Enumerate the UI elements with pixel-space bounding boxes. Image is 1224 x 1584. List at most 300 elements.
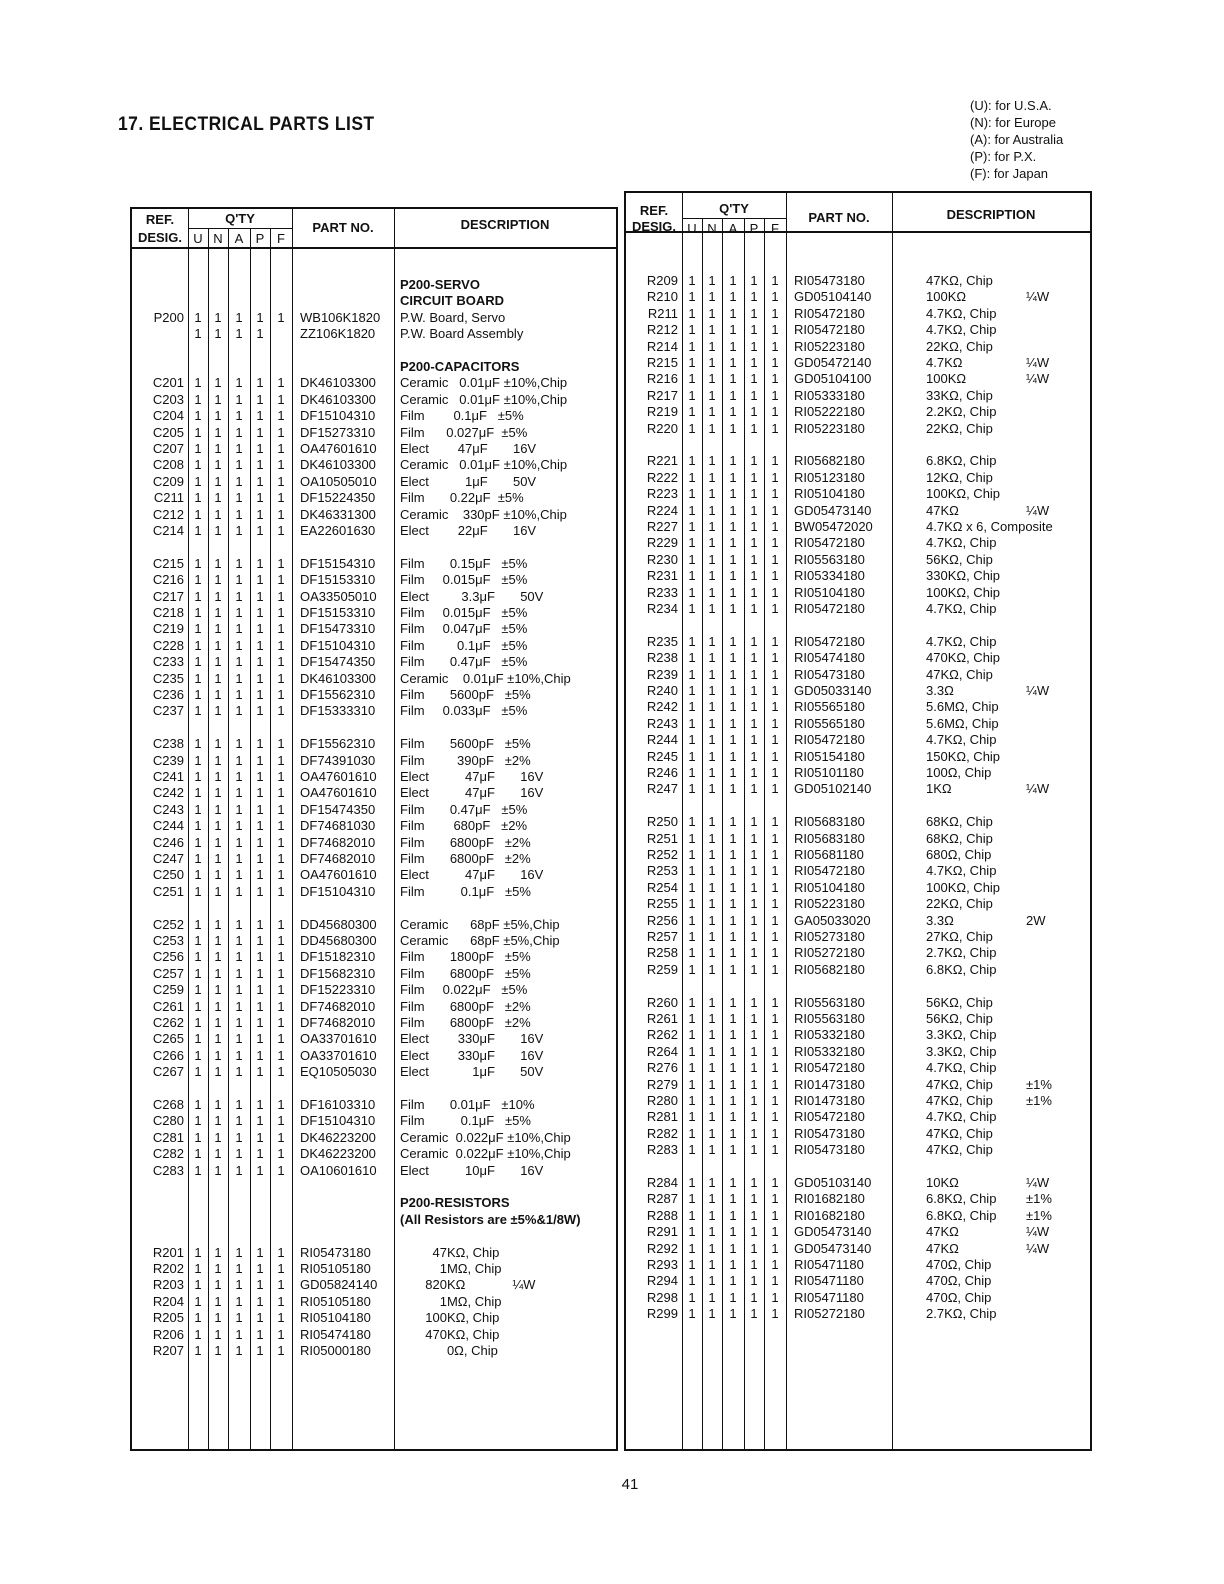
qty-mark: 1 [235, 588, 243, 604]
qty-mark: 1 [708, 1257, 716, 1272]
qty-mark: 1 [214, 309, 222, 325]
table-row [626, 470, 1090, 486]
table-row [132, 753, 616, 769]
qty-mark: 1 [194, 605, 202, 620]
ref-designator: R288 [646, 1207, 678, 1223]
qty-mark: 1 [256, 982, 264, 998]
table-row [626, 1241, 1090, 1257]
ref-designator: R230 [646, 551, 678, 567]
rating: ±1% [1026, 1076, 1052, 1092]
qty-mark: 1 [235, 670, 243, 686]
table-row [132, 375, 616, 391]
qty-mark: 1 [750, 781, 758, 797]
qty-mark: 1 [771, 322, 779, 338]
description: Ceramic 68pF ±5%,Chip [400, 916, 560, 932]
ref-designator: C267 [152, 1064, 184, 1080]
part-number: OA33701610 [300, 1047, 377, 1063]
qty-mark: 1 [750, 551, 758, 567]
description: Elect 330μF 16V [400, 1031, 544, 1047]
header-description: DESCRIPTION [946, 207, 1036, 222]
qty-mark: 1 [771, 355, 779, 370]
qty-mark: 1 [235, 654, 243, 670]
table-row [132, 1310, 616, 1326]
qty-mark: 1 [708, 568, 716, 584]
ref-designator: R283 [646, 1142, 678, 1158]
qty-mark: 1 [750, 765, 758, 780]
part-number: DF15182310 [300, 949, 376, 965]
qty-mark: 1 [708, 551, 716, 567]
part-number: OA10601610 [300, 1162, 377, 1178]
qty-mark: 1 [256, 309, 264, 325]
qty-mark: 1 [729, 1289, 737, 1305]
table-row [132, 605, 616, 621]
qty-mark: 1 [235, 1244, 243, 1260]
qty-mark: 1 [235, 473, 243, 489]
description: 5.6MΩ, Chip [926, 699, 999, 715]
table-row [132, 621, 616, 637]
ref-designator: R215 [646, 355, 678, 370]
part-number: DF74682010 [300, 834, 376, 850]
part-number: RI05563180 [794, 551, 865, 567]
qty-mark: 1 [688, 1224, 696, 1240]
description: P.W. Board, Servo [400, 309, 506, 325]
qty-mark: 1 [256, 1326, 264, 1342]
qty-mark: 1 [194, 769, 202, 784]
description: 0Ω, Chip [400, 1343, 498, 1358]
part-number: RI01682180 [794, 1207, 865, 1223]
ref-designator: C228 [152, 637, 184, 653]
qty-mark: 1 [708, 601, 716, 616]
description: 2.7KΩ, Chip [926, 1306, 997, 1322]
qty-mark: 1 [277, 605, 285, 620]
qty-mark: 1 [194, 736, 202, 752]
qty-mark: 1 [750, 371, 758, 387]
qty-mark: 1 [708, 1011, 716, 1026]
qty-mark: 1 [750, 961, 758, 977]
part-number: DF74682010 [300, 1015, 376, 1030]
qty-mark: 1 [688, 748, 696, 764]
qty-mark: 1 [729, 387, 737, 403]
description: 100KΩ [926, 289, 967, 305]
description: Film 390pF ±2% [400, 752, 531, 768]
qty-mark: 1 [277, 785, 285, 801]
ref-designator: C253 [152, 933, 184, 948]
qty-mark: 1 [708, 1207, 716, 1223]
qty-mark: 1 [771, 568, 779, 584]
qty-mark: 1 [688, 1142, 696, 1158]
qty-mark: 1 [214, 1047, 222, 1063]
ref-designator: C256 [152, 949, 184, 965]
qty-mark: 1 [277, 703, 285, 719]
qty-mark: 1 [688, 650, 696, 666]
table-row [132, 802, 616, 818]
qty-mark: 1 [729, 420, 737, 436]
ref-designator: C209 [152, 473, 184, 489]
qty-mark: 1 [750, 519, 758, 534]
qty-mark: 1 [708, 486, 716, 502]
qty-mark: 1 [235, 785, 243, 801]
part-number: DF15104310 [300, 408, 376, 424]
qty-mark: 1 [729, 273, 737, 288]
table-row [132, 949, 616, 965]
qty-mark: 1 [750, 1027, 758, 1043]
description: 47KΩ, Chip [926, 273, 993, 288]
qty-mark: 1 [277, 473, 285, 489]
description: 100KΩ, Chip [926, 879, 1001, 895]
part-number: RI05683180 [794, 814, 865, 830]
qty-mark: 1 [277, 637, 285, 653]
part-number: DK46103300 [300, 375, 376, 391]
qty-mark: 1 [277, 309, 285, 325]
qty-mark: 1 [750, 666, 758, 682]
qty-mark: 1 [708, 1027, 716, 1043]
part-number: RI05472180 [794, 305, 865, 321]
description: 5.6MΩ, Chip [926, 715, 999, 731]
table-row [132, 917, 616, 933]
qty-mark: 1 [214, 621, 222, 637]
qty-mark: 1 [708, 683, 716, 698]
ref-designator: C265 [152, 1031, 184, 1047]
description: Film 680pF ±2% [400, 818, 528, 834]
qty-mark: 1 [708, 1191, 716, 1207]
qty-mark: 1 [729, 1191, 737, 1207]
description: 680Ω, Chip [926, 847, 992, 862]
table-row [132, 326, 616, 342]
table-row [626, 765, 1090, 781]
qty-mark: 1 [256, 424, 264, 440]
qty-mark: 1 [729, 994, 737, 1010]
qty-mark: 1 [750, 1175, 758, 1190]
ref-designator: R203 [152, 1277, 184, 1293]
qty-mark: 1 [708, 633, 716, 649]
qty-mark: 1 [256, 785, 264, 801]
part-number: RI05105180 [300, 1293, 371, 1309]
qty-mark: 1 [688, 1043, 696, 1059]
section-heading: CIRCUIT BOARD [400, 293, 504, 309]
page-number: 41 [621, 1476, 639, 1493]
qty-mark: 1 [214, 916, 222, 932]
qty-mark: 1 [277, 1277, 285, 1293]
qty-mark: 1 [771, 338, 779, 354]
parts-table-left [130, 207, 618, 1451]
part-number: RI05682180 [794, 961, 865, 977]
qty-mark: 1 [277, 654, 285, 670]
qty-mark: 1 [771, 1027, 779, 1043]
qty-mark: 1 [214, 391, 222, 407]
qty-mark: 1 [277, 1097, 285, 1112]
table-row [626, 322, 1090, 338]
description: 100KΩ, Chip [926, 486, 1001, 502]
table-row [626, 1093, 1090, 1109]
qty-mark: 1 [277, 1015, 285, 1030]
page-title: 17. ELECTRICAL PARTS LIST [118, 114, 375, 135]
qty-mark: 1 [771, 830, 779, 846]
part-number: RI05473180 [794, 666, 865, 682]
part-number: GD05473140 [794, 1240, 872, 1256]
qty-mark: 1 [214, 687, 222, 702]
qty-mark: 1 [194, 1129, 202, 1145]
qty-mark: 1 [256, 736, 264, 752]
qty-mark: 1 [708, 322, 716, 338]
description: Film 0.027μF ±5% [400, 424, 528, 440]
section-heading: (All Resistors are ±5%&1/8W) [400, 1211, 581, 1227]
ref-designator: R219 [646, 404, 678, 420]
qty-mark: 1 [235, 441, 243, 456]
part-number: GD05473140 [794, 502, 872, 518]
qty-mark: 1 [729, 633, 737, 649]
qty-mark: 1 [750, 1306, 758, 1322]
qty-mark: 1 [729, 863, 737, 879]
qty-mark: 1 [771, 1060, 779, 1076]
part-number: EA22601630 [300, 523, 376, 538]
part-number: DF15104310 [300, 637, 376, 653]
qty-mark: 1 [750, 453, 758, 469]
description: Film 0.1μF ±5% [400, 883, 531, 899]
part-number: DF15104310 [300, 1113, 376, 1129]
ref-designator: R254 [646, 879, 678, 895]
qty-mark: 1 [729, 683, 737, 698]
qty-mark: 1 [214, 605, 222, 620]
description: Film 0.1μF ±5% [400, 408, 524, 424]
qty-mark: 1 [256, 916, 264, 932]
rating: ¼W [1026, 502, 1050, 518]
qty-mark: 1 [708, 519, 716, 534]
qty-mark: 1 [688, 1207, 696, 1223]
qty-mark: 1 [194, 982, 202, 998]
qty-mark: 1 [235, 424, 243, 440]
part-number: DF15153310 [300, 572, 376, 588]
ref-designator: R201 [152, 1244, 184, 1260]
qty-mark: 1 [194, 506, 202, 522]
ref-designator: C211 [153, 490, 184, 506]
description: 470KΩ, Chip [400, 1326, 500, 1342]
header-desig: DESIG. [137, 230, 183, 245]
part-number: RI05473180 [794, 273, 865, 288]
qty-mark: 1 [729, 404, 737, 420]
description: 330KΩ, Chip [926, 568, 1001, 584]
qty-mark: 1 [708, 1175, 716, 1190]
description: 47KΩ, Chip [926, 1076, 993, 1092]
table-row [132, 982, 616, 998]
description: Elect 47μF 16V [400, 867, 544, 883]
qty-mark: 1 [256, 1047, 264, 1063]
qty-mark: 1 [277, 1343, 285, 1358]
qty-mark: 1 [214, 982, 222, 998]
description: Film 6800pF ±2% [400, 834, 531, 850]
qty-mark: 1 [771, 961, 779, 977]
qty-mark: 1 [750, 1125, 758, 1141]
qty-mark: 1 [235, 883, 243, 899]
description: Film 5600pF ±5% [400, 736, 531, 752]
qty-mark: 1 [277, 1031, 285, 1047]
qty-mark: 1 [708, 1306, 716, 1322]
qty-mark: 1 [708, 961, 716, 977]
qty-mark: 1 [277, 375, 285, 391]
part-number: RI05273180 [794, 929, 865, 944]
qty-mark: 1 [771, 1240, 779, 1256]
part-number: DK46103300 [300, 457, 376, 473]
description: Elect 22μF 16V [400, 523, 537, 538]
qty-mark: 1 [729, 601, 737, 616]
ref-designator: R298 [646, 1289, 678, 1305]
description: 56KΩ, Chip [926, 551, 993, 567]
qty-mark: 1 [214, 1261, 222, 1276]
qty-mark: 1 [771, 453, 779, 469]
qty-mark: 1 [214, 736, 222, 752]
part-number: DF74681030 [300, 818, 376, 834]
qty-mark: 1 [771, 1257, 779, 1272]
part-number: OA47601610 [300, 867, 377, 883]
part-number: RI05472180 [794, 535, 865, 551]
qty-mark: 1 [194, 490, 202, 506]
part-number: RI05334180 [794, 568, 865, 584]
qty-mark: 1 [277, 1293, 285, 1309]
table-row [132, 490, 616, 506]
description: Film 0.015μF ±5% [400, 605, 528, 620]
qty-mark: 1 [688, 1093, 696, 1108]
table-row [132, 1327, 616, 1343]
qty-mark: 1 [235, 506, 243, 522]
table-row [626, 634, 1090, 650]
ref-designator: C212 [152, 506, 184, 522]
qty-mark: 1 [194, 1146, 202, 1162]
ref-designator: R260 [646, 994, 678, 1010]
part-number: RI05104180 [794, 584, 865, 600]
description: Film 0.033μF ±5% [400, 703, 528, 719]
part-number: WB106K1820 [300, 309, 381, 325]
qty-mark: 1 [688, 322, 696, 338]
ref-designator: R229 [646, 535, 678, 551]
table-row [626, 1027, 1090, 1043]
table-row [626, 1060, 1090, 1076]
ref-designator: R231 [646, 568, 678, 584]
description: 3.3Ω [926, 683, 954, 698]
qty-mark: 1 [277, 949, 285, 965]
qty-mark: 1 [708, 1093, 716, 1108]
legend-item: (A): for Australia [970, 132, 1064, 147]
part-number: DF15474350 [300, 801, 376, 817]
ref-designator: R253 [646, 863, 678, 879]
part-number: OA47601610 [300, 441, 377, 456]
part-number: RI05563180 [794, 994, 865, 1010]
qty-mark: 1 [771, 387, 779, 403]
qty-mark: 1 [708, 896, 716, 912]
qty-mark: 1 [235, 1293, 243, 1309]
qty-mark: 1 [708, 863, 716, 879]
part-number: DF15224350 [300, 490, 376, 506]
description: Elect 47μF 16V [400, 441, 537, 456]
qty-mark: 1 [729, 1093, 737, 1108]
ref-designator: R214 [646, 338, 678, 354]
qty-mark: 1 [688, 683, 696, 698]
qty-mark: 1 [277, 1244, 285, 1260]
ref-designator: R227 [646, 519, 678, 534]
table-row [132, 687, 616, 703]
qty-mark: 1 [688, 961, 696, 977]
qty-mark: 1 [194, 326, 202, 342]
ref-designator: R293 [646, 1257, 678, 1272]
ref-designator: C282 [152, 1146, 184, 1162]
header-desig: DESIG. [631, 219, 677, 234]
qty-mark: 1 [214, 1129, 222, 1145]
part-number: GA05033020 [794, 912, 871, 928]
qty-mark: 1 [277, 523, 285, 538]
qty-mark: 1 [214, 555, 222, 571]
part-number: DF15682310 [300, 965, 376, 981]
qty-mark: 1 [771, 1175, 779, 1190]
qty-mark: 1 [688, 535, 696, 551]
description: 4.7KΩ x 6, Composite [926, 519, 1053, 534]
part-number: RI05472180 [794, 633, 865, 649]
section-heading: P200-SERVO [400, 277, 480, 292]
qty-mark: 1 [688, 1306, 696, 1322]
table-row [132, 818, 616, 834]
qty-mark: 1 [688, 929, 696, 944]
qty-mark: 1 [256, 801, 264, 817]
qty-mark: 1 [688, 1273, 696, 1289]
qty-mark: 1 [729, 535, 737, 551]
header-part-no: PART NO. [808, 210, 870, 225]
description: 3.3Ω [926, 912, 954, 928]
qty-mark: 1 [214, 473, 222, 489]
qty-mark: 1 [771, 305, 779, 321]
qty-mark: 1 [771, 633, 779, 649]
qty-mark: 1 [214, 1064, 222, 1080]
qty-mark: 1 [750, 404, 758, 420]
part-number: RI05563180 [794, 1011, 865, 1026]
qty-mark: 1 [235, 1162, 243, 1178]
part-number: RI05272180 [794, 945, 865, 961]
qty-mark: 1 [750, 847, 758, 862]
ref-designator: C208 [152, 457, 184, 473]
qty-mark: 1 [235, 998, 243, 1014]
description: 47KΩ [926, 1224, 959, 1240]
qty-mark: 1 [729, 650, 737, 666]
qty-mark: 1 [750, 879, 758, 895]
qty-mark: 1 [214, 965, 222, 981]
part-number: RI05681180 [794, 847, 864, 862]
qty-mark: 1 [256, 703, 264, 719]
qty-mark: 1 [688, 633, 696, 649]
qty-mark: 1 [688, 355, 696, 370]
ref-designator: R233 [646, 584, 678, 600]
qty-mark: 1 [729, 355, 737, 370]
part-number: RI05223180 [794, 338, 865, 354]
part-number: RI05272180 [794, 1306, 865, 1322]
qty-mark: 1 [256, 818, 264, 834]
description: Film 0.1μF ±5% [400, 637, 528, 653]
qty-mark: 1 [771, 502, 779, 518]
table-row [626, 1191, 1090, 1207]
table-row [132, 507, 616, 523]
qty-mark: 1 [194, 998, 202, 1014]
qty-mark: 1 [256, 949, 264, 965]
qty-mark: 1 [688, 715, 696, 731]
qty-mark: 1 [688, 830, 696, 846]
qty-mark: 1 [708, 1043, 716, 1059]
ref-designator: R224 [646, 502, 678, 518]
ref-designator: C241 [152, 769, 184, 784]
ref-designator: R222 [646, 469, 678, 485]
qty-mark: 1 [729, 486, 737, 502]
qty-mark: 1 [688, 879, 696, 895]
qty-mark: 1 [194, 867, 202, 883]
header-u: U [687, 221, 697, 236]
qty-mark: 1 [235, 1146, 243, 1162]
description: 27KΩ, Chip [926, 929, 993, 944]
qty-mark: 1 [750, 912, 758, 928]
ref-designator: C243 [152, 801, 184, 817]
